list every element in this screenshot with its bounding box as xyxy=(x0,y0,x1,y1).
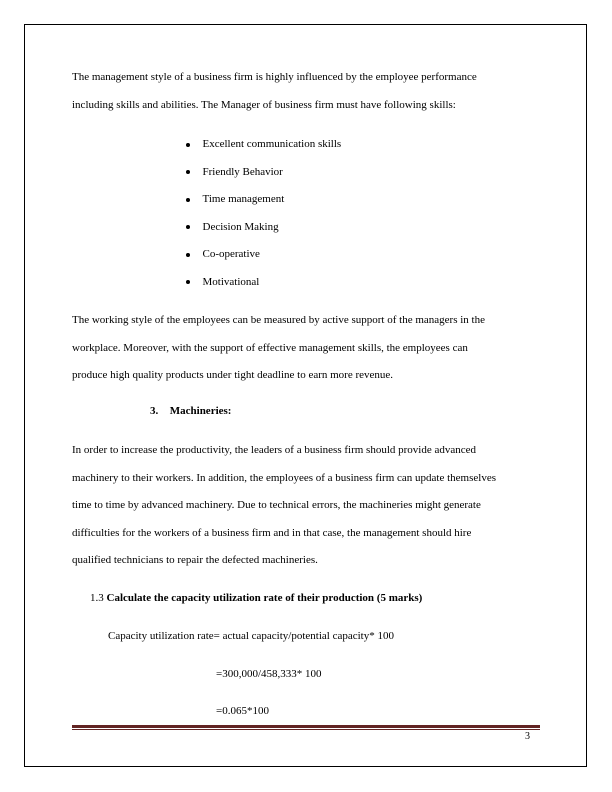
paragraph-line: difficulties for the workers of a business firm and in that case, the management should hire xyxy=(72,526,472,539)
paragraph-line: time to time by advanced machinery. Due to technical errors, the machineries might generate xyxy=(72,499,481,511)
paragraph-line: In order to increase the productivity, the leaders of a business firm should provide advanced xyxy=(72,444,477,456)
bullet-icon xyxy=(186,198,190,202)
formula-line: =0.065*100 xyxy=(216,705,269,717)
list-item: Co-operative xyxy=(186,241,341,269)
page-number: 3 xyxy=(525,731,530,742)
formula-line: =300,000/458,333* 100 xyxy=(216,668,322,680)
paragraph-line: machinery to their workers. In addition, the employees of a business firm can update themselves xyxy=(72,471,496,484)
footer-rule xyxy=(72,725,540,728)
paragraph-line: The working style of the employees can be measured by active support of the managers in the xyxy=(72,314,485,326)
paragraph-line: workplace. Moreover, with the support of effective management skills, the employees can xyxy=(72,341,468,354)
list-item: Decision Making xyxy=(186,214,341,242)
skills-list xyxy=(186,131,341,296)
formula-line: Capacity utilization rate= actual capacity/potential capacity* 100 xyxy=(108,630,394,642)
intro-line: including skills and abilities. The Manager of business firm must have following skills: xyxy=(72,98,456,111)
footer-rule xyxy=(72,729,540,730)
question-text: Calculate the capacity utilization rate of their production (5 marks) xyxy=(106,592,423,604)
bullet-icon xyxy=(186,280,190,284)
list-item: Friendly Behavior xyxy=(186,159,341,187)
list-item: Excellent communication skills xyxy=(186,131,341,159)
section-number: 3. xyxy=(150,405,159,417)
machinery-paragraph xyxy=(72,437,542,575)
bullet-icon xyxy=(186,253,190,257)
list-item: Motivational xyxy=(186,269,341,297)
working-style-paragraph xyxy=(72,307,542,390)
paragraph-line: produce high quality products under tight deadline to earn more revenue. xyxy=(72,369,394,381)
bullet-icon xyxy=(186,143,190,147)
bullet-icon xyxy=(186,170,190,174)
section-heading xyxy=(150,398,231,425)
intro-paragraph xyxy=(72,64,542,119)
paragraph-line: qualified technicians to repair the defected machineries. xyxy=(72,554,318,566)
question-number: 1.3 xyxy=(90,592,104,604)
intro-line: The management style of a business firm is highly influenced by the employee performance xyxy=(72,71,477,83)
bullet-icon xyxy=(186,225,190,229)
list-item: Time management xyxy=(186,186,341,214)
section-title: Machineries: xyxy=(169,405,232,417)
question-heading xyxy=(90,585,422,612)
